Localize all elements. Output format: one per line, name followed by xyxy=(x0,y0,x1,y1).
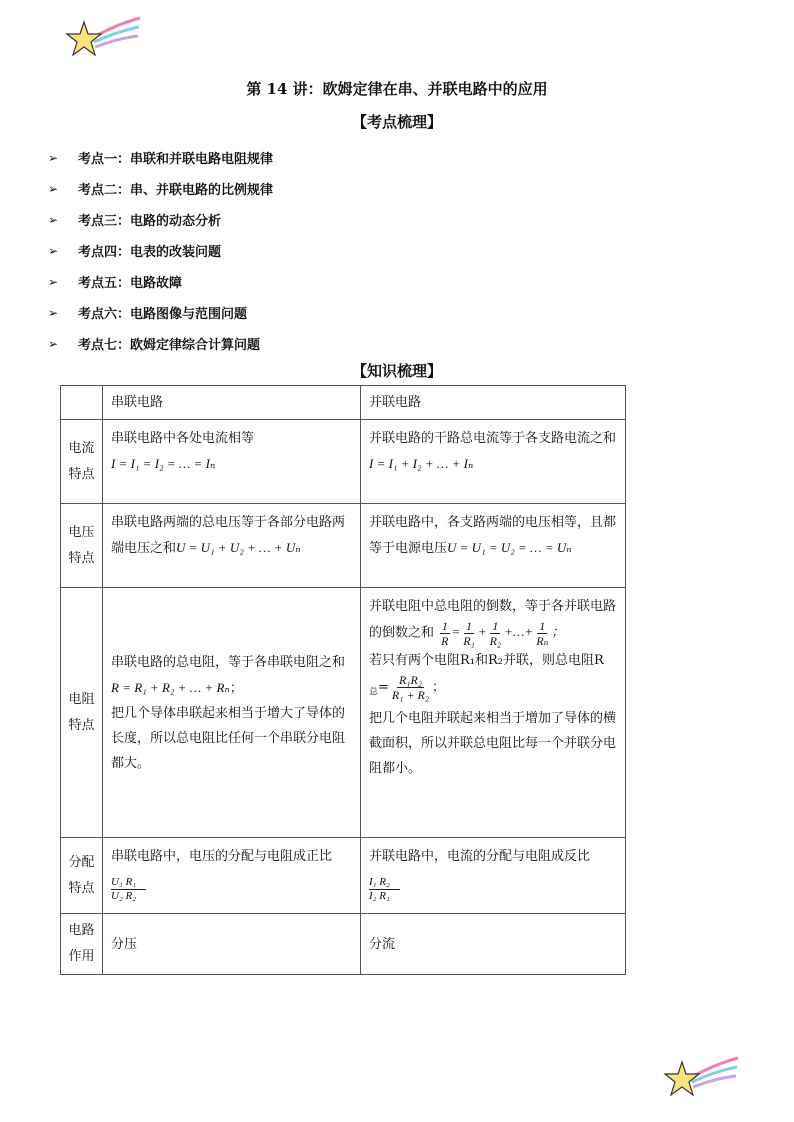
list-item: ➢ 考点七：欧姆定律综合计算问题 xyxy=(48,336,261,353)
series-ratio-formula: $\frac{\text{U₁ R₁}}{\text{U₂ R₂}}$ xyxy=(111,876,146,903)
shooting-star-icon xyxy=(62,14,142,60)
parallel-reciprocal-formula: $\frac{1}{R}$ = $\frac{1}{\text{R₁}}$ + $\frac{1}{\text{R₂}}$ +…+ $\frac{1}{\text{Rₙ}}$ ； xyxy=(441,619,565,648)
series-voltage-cell: 串联电路两端的总电压等于各部分电路两端电压之和U = U₁ + U₂ + … + Uₙ xyxy=(103,504,361,588)
column-header-parallel: 并联电路 xyxy=(361,386,626,420)
section-heading-key-points: 【考点梳理】 xyxy=(351,113,442,131)
section-heading-knowledge: 【知识梳理】 xyxy=(351,362,442,380)
arrow-bullet-icon: ➢ xyxy=(48,274,59,289)
knowledge-table xyxy=(60,385,626,975)
list-item: ➢ 考点五：电路故障 xyxy=(48,274,183,291)
series-voltage-formula: U = U₁ + U₂ + … + Uₙ xyxy=(176,540,301,555)
table-row-voltage xyxy=(61,504,626,588)
list-item: ➢ 考点一：串联和并联电路电阻规律 xyxy=(48,150,274,167)
row-header-distribution: 分配 特点 xyxy=(61,838,103,914)
parallel-voltage-formula: U = U₁ = U₂ = … = Uₙ xyxy=(447,540,572,555)
arrow-bullet-icon: ➢ xyxy=(48,212,59,227)
series-resistance-formula: R = R₁ + R₂ + … + Rₙ xyxy=(111,679,230,695)
table-row-current xyxy=(61,420,626,504)
arrow-bullet-icon: ➢ xyxy=(48,305,59,320)
parallel-function-cell: 分流 xyxy=(361,914,626,975)
table-row-function xyxy=(61,914,626,975)
parallel-ratio-formula: $\frac{\text{I₁ R₂}}{\text{I₂ R₁}}$ xyxy=(369,876,400,903)
row-header-current: 电流 特点 xyxy=(61,420,103,504)
series-distribution-cell: 串联电路中，电压的分配与电阻成正比 $\frac{\text{U₁ R₁}}{\text{U₂ R₂}}$ xyxy=(103,838,361,914)
shooting-star-icon xyxy=(660,1054,740,1100)
table-corner-cell xyxy=(61,386,103,420)
series-resistance-cell: 串联电路的总电阻，等于各串联电阻之和R = R₁ + R₂ + … + Rₙ； 把几个导体串联起来相当于增大了导体的长度，所以总电阻比任何一个串联分电阻都大。 xyxy=(103,588,361,838)
parallel-distribution-cell: 并联电路中，电流的分配与电阻成反比 $\frac{\text{I₁ R₂}}{\text{I₂ R₁}}$ xyxy=(361,838,626,914)
key-points-list xyxy=(48,142,648,359)
column-header-series: 串联电路 xyxy=(103,386,361,420)
list-item: ➢ 考点六：电路图像与范围问题 xyxy=(48,305,248,322)
parallel-resistance-cell: 并联电阻中总电阻的倒数，等于各并联电路的倒数之和 $\frac{1}{R}$ = $\frac{1}{\text{R₁}}$ + $\frac{1}{\text{R₂}}$ +…+ $\frac{1}{\text{Rₙ}}$ ； 若只有两个电阻R₁和R₂并联，则总电阻R $_总$= $\frac{\text{R₁R₂}}{\text{R₁ + R₂}}$ ； 把几个电阻并联起来相当于增加了导体的横截面积，所以并联总电阻比每一个并联分电阻都小。 xyxy=(361,588,626,838)
page-title: 第 14 讲：欧姆定律在串、并联电路中的应用 xyxy=(246,80,548,98)
row-header-resistance: 电阻 特点 xyxy=(61,588,103,838)
parallel-voltage-cell: 并联电路中，各支路两端的电压相等，且都等于电源电压U = U₁ = U₂ = … = Uₙ xyxy=(361,504,626,588)
arrow-bullet-icon: ➢ xyxy=(48,243,59,258)
list-item: ➢ 考点四：电表的改装问题 xyxy=(48,243,222,260)
table-row-distribution xyxy=(61,838,626,914)
table-header-row xyxy=(61,386,626,420)
parallel-current-formula: I = I₁ + I₂ + … + Iₙ xyxy=(369,456,474,471)
two-resistor-formula: $\frac{\text{R₁R₂}}{\text{R₁ + R₂}}$ xyxy=(391,673,430,702)
table-row-resistance xyxy=(61,588,626,838)
series-current-cell: 串联电路中各处电流相等 I = I₁ = I₂ = … = Iₙ xyxy=(103,420,361,504)
parallel-current-cell: 并联电路的干路总电流等于各支路电流之和I = I₁ + I₂ + … + Iₙ xyxy=(361,420,626,504)
arrow-bullet-icon: ➢ xyxy=(48,150,59,165)
list-item: ➢ 考点三：电路的动态分析 xyxy=(48,212,222,229)
list-item: ➢ 考点二：串、并联电路的比例规律 xyxy=(48,181,274,198)
series-function-cell: 分压 xyxy=(103,914,361,975)
row-header-function: 电路 作用 xyxy=(61,914,103,975)
row-header-voltage: 电压 特点 xyxy=(61,504,103,588)
arrow-bullet-icon: ➢ xyxy=(48,181,59,196)
arrow-bullet-icon: ➢ xyxy=(48,336,59,351)
series-current-formula: I = I₁ = I₂ = … = Iₙ xyxy=(111,456,216,471)
